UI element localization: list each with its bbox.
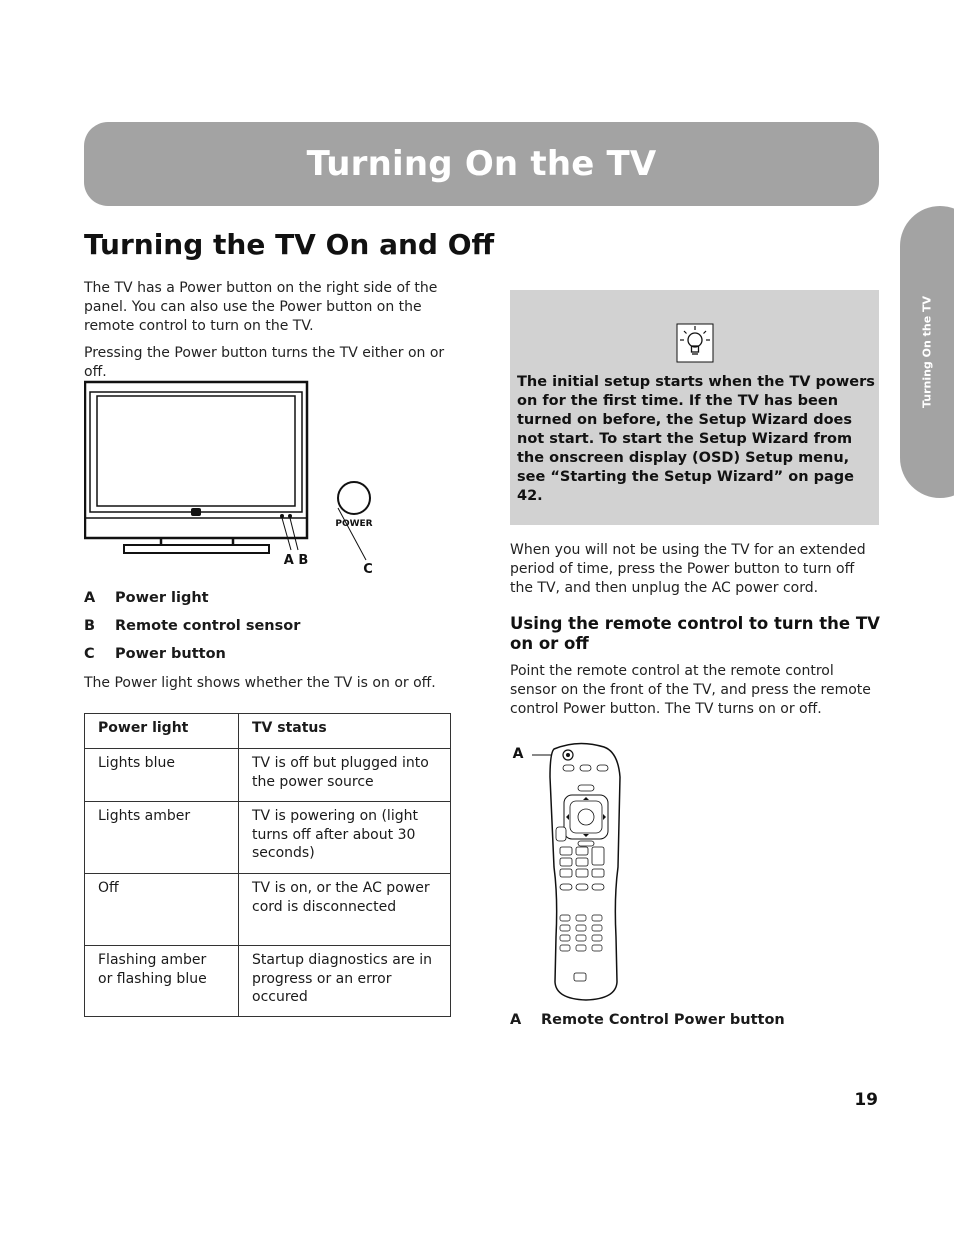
table-cell: Lights amber — [85, 802, 239, 874]
unplug-note: When you will not be using the TV for an extended period of time, press the Power button to turn off the TV, and then unplug the AC power cord. — [510, 542, 866, 596]
table-header-power-light: Power light — [85, 714, 239, 749]
intro-paragraph-1: The TV has a Power button on the right side of the panel. You can also use the Power button on the remote control to turn on the TV. — [84, 280, 438, 334]
remote-control-illustration — [506, 737, 636, 1007]
legend-key: B — [84, 618, 96, 634]
legend-key: A — [84, 590, 96, 606]
table-row — [85, 802, 451, 874]
power-light-note: The Power light shows whether the TV is on or off. — [84, 675, 436, 691]
legend-label: Power light — [115, 590, 209, 606]
lightbulb-icon — [676, 323, 714, 363]
legend-label: Remote control sensor — [115, 618, 301, 634]
table-cell: Startup diagnostics are in progress or an error occured — [239, 946, 451, 1017]
remote-section-paragraph: Point the remote control at the remote control sensor on the front of the TV, and press the remote control Power button. The TV turns on or off. — [510, 663, 871, 717]
chapter-title: Turning On the TV — [306, 144, 657, 184]
tv-illustration — [84, 380, 384, 580]
remote-callout-a: A — [512, 746, 524, 762]
section-title: Turning the TV On and Off — [84, 228, 495, 261]
side-chapter-tab-label: Turning On the TV — [920, 295, 934, 409]
table-row — [85, 874, 451, 946]
table-cell: TV is on, or the AC power cord is disconnected — [239, 874, 451, 946]
legend-key: C — [84, 646, 95, 662]
legend-label: Power button — [115, 646, 226, 662]
table-row — [85, 749, 451, 802]
table-cell: TV is off but plugged into the power source — [239, 749, 451, 802]
table-row — [85, 946, 451, 1017]
page-number: 19 — [854, 1090, 878, 1110]
table-header-tv-status: TV status — [239, 714, 451, 749]
intro-paragraph-2: Pressing the Power button turns the TV either on or off. — [84, 345, 445, 380]
legend-label: Remote Control Power button — [541, 1012, 785, 1028]
power-status-table — [84, 713, 451, 1017]
table-cell: Lights blue — [85, 749, 239, 802]
remote-section-title: Using the remote control to turn the TV on or off — [510, 614, 880, 653]
legend-key: A — [510, 1012, 522, 1028]
callout-ab: A B — [283, 553, 309, 568]
chapter-banner — [84, 122, 879, 206]
table-cell: Off — [85, 874, 239, 946]
callout-c: C — [363, 562, 373, 577]
table-cell: TV is powering on (light turns off after about 30 seconds) — [239, 802, 451, 874]
tip-text: The initial setup starts when the TV powers on for the first time. If the TV has been turned on before, the Setup Wizard does not start. To start the Setup Wizard from the onscreen display (OSD) Setup menu, see “Starting the Setup Wizard” on page 42. — [517, 374, 875, 504]
table-cell: Flashing amber or flashing blue — [85, 946, 239, 1017]
table-header-row — [85, 714, 451, 749]
power-button-label: POWER — [335, 519, 373, 529]
